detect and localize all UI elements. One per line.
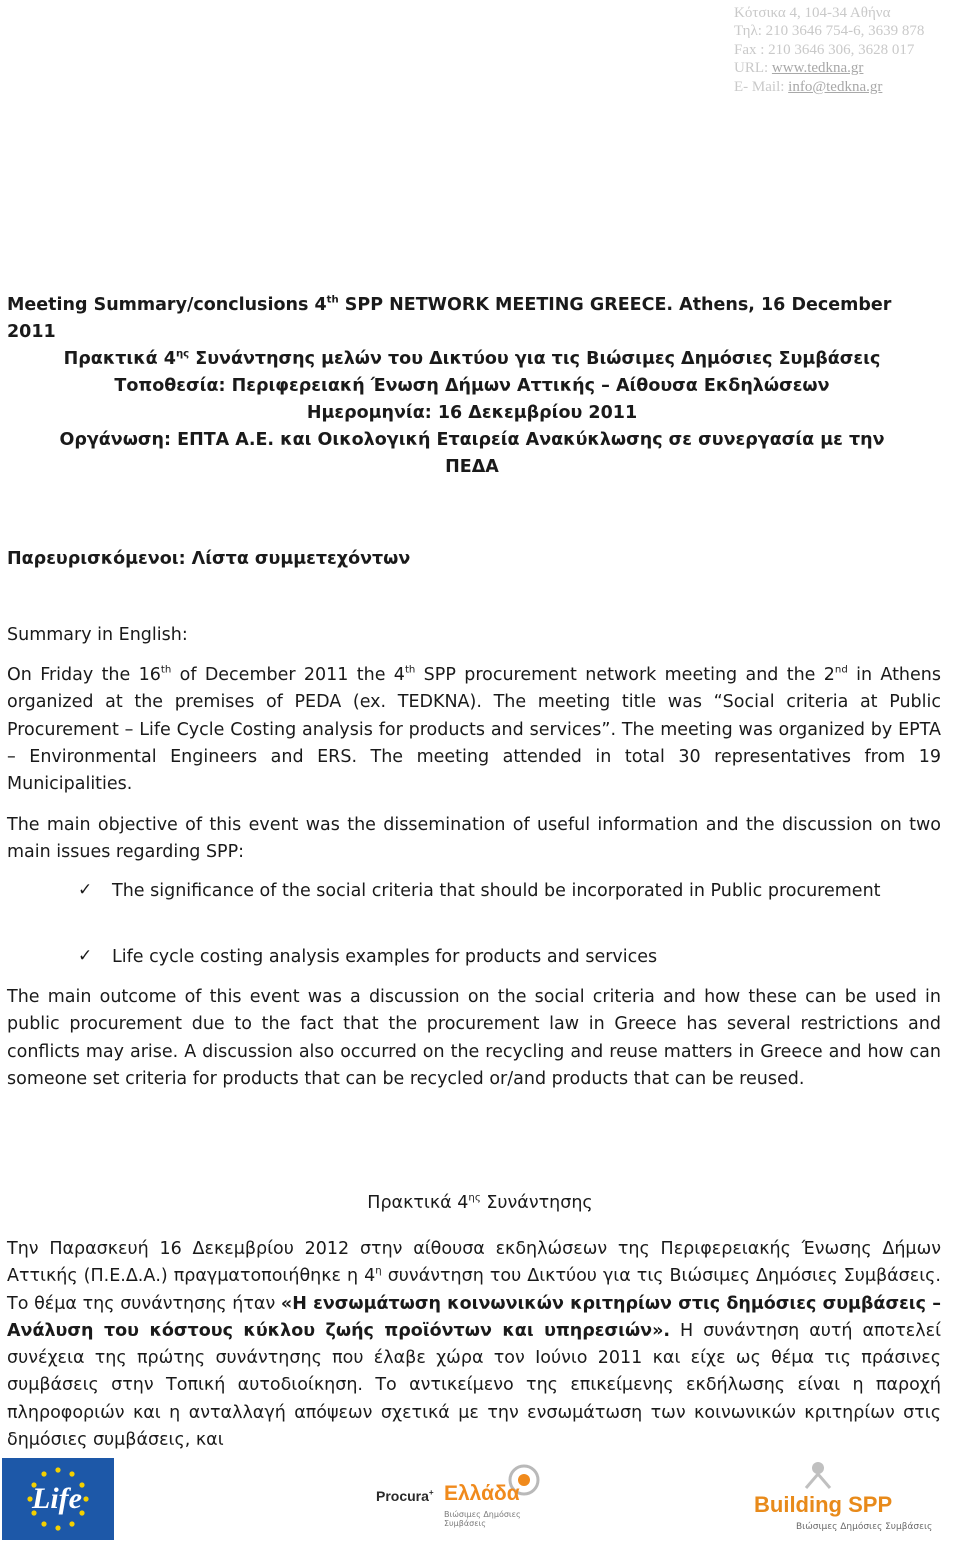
greek-paragraph-text: συνάντηση του Δικτύου για τις Βιώσιμες Δημόσιες Συμβάσεις. Το θέμα της συνάντησης ήταν <box>7 1266 941 1314</box>
english-title <box>7 292 937 346</box>
summary-text: SPP procurement network meeting and the 2 <box>415 665 835 685</box>
contact-email-link[interactable]: info@tedkna.gr <box>788 78 883 95</box>
greek-section-title <box>0 1190 960 1217</box>
building-spp-subtitle: Βιώσιμες Δημόσιες Συμβάσεις <box>796 1522 933 1532</box>
life-logo <box>2 1458 114 1540</box>
procura-subtitle: Βιώσιμες Δημόσιες Συμβάσεις <box>444 1510 521 1528</box>
greek-section-title-part: Συνάντησης <box>480 1193 593 1213</box>
outcome-paragraph: The main outcome of this event was a discussion on the social criteria and how these can be used in public procurement due to the fact that the procurement law in Greece has several restrictions and conflicts may arise. A discussion also occurred on the recycling and reuse matters in Greece and how can someone set criteria for products that can be recycled or/and products that can be reused. <box>7 987 941 1089</box>
organizer-line-2: ΠΕΔΑ <box>445 457 499 477</box>
check-icon: ✓ <box>78 880 93 900</box>
contact-address: Κότσικα 4, 104-34 Αθήνα <box>734 5 891 21</box>
summary-text: of December 2011 the 4 <box>171 665 405 685</box>
summary-text: On Friday the 16 <box>7 665 161 685</box>
greek-title <box>7 346 937 373</box>
attendees-line: Παρευρισκόμενοι: Λίστα συμμετεχόντων <box>7 549 411 569</box>
greek-paragraph-text: Η συνάντηση αυτή αποτελεί συνέχεια της πρώτης συνάντησης που έλαβε χώρα τον Ιούνιο 2011 και είχε ως θέμα τις πράσινες συμβάσεις στην Τοπική αυτοδιοίκηση. Το αντικείμενο της επικείμενης εκδήλωσης είναι η παροχή πληροφοριών και η ανταλλαγή απόψεων σχετικά με την ενσωμάτωση των κοινωνικών κριτηρίων στις δημόσιες συμβάσεις, και <box>7 1320 941 1451</box>
location-line: Τοποθεσία: Περιφερειακή Ένωση Δήμων Αττικής – Αίθουσα Εκδηλώσεων <box>114 376 830 396</box>
greek-paragraph-superscript: η <box>375 1265 382 1277</box>
greek-title-part: Πρακτικά 4 <box>63 349 176 369</box>
greek-paragraph-bold-text: «Η ενσωμάτωση κοινωνικών κριτηρίων στις δημόσιες συμβάσεις – Ανάλυση του κόστους κύκλου ζωής προϊόντων και υπηρεσιών». <box>7 1293 941 1341</box>
contact-url-link[interactable]: www.tedkna.gr <box>771 60 864 77</box>
date-line: Ημερομηνία: 16 Δεκεμβρίου 2011 <box>306 403 638 423</box>
bullet-item: Life cycle costing analysis examples for products and services <box>112 947 658 967</box>
summary-text: in Athens organized at the premises of PEDA (ex. TEDKNA). The meeting title was “Social criteria at Public Procurement – Life Cycle Costing analysis for products and services”. The meeting was organized by EPTA – Environmental Engineers and ERS. The meeting attended in total 30 representatives from 19 Municipalities. <box>7 665 941 795</box>
summary-superscript: nd <box>834 664 848 676</box>
organizer-line: Οργάνωση: ΕΠΤΑ Α.Ε. και Οικολογική Εταιρεία Ανακύκλωσης σε συνεργασία με την <box>59 430 885 450</box>
document-heading <box>7 292 937 481</box>
footer-logos <box>0 1456 960 1542</box>
summary-superscript: th <box>160 664 172 676</box>
procura-logo <box>376 1466 556 1538</box>
greek-title-part: Συνάντησης μελών του Δικτύου για τις Βιώσιμες Δημόσιες Συμβάσεις <box>189 349 881 369</box>
greek-paragraph <box>7 1236 941 1454</box>
check-icon: ✓ <box>78 946 93 966</box>
contact-fax: Fax : 210 3646 306, 3628 017 <box>734 41 915 58</box>
bullet-item: The significance of the social criteria that should be incorporated in Public procurement <box>112 881 881 901</box>
procura-plus: + <box>428 1487 434 1497</box>
english-title-part: Meeting Summary/conclusions 4 <box>7 295 327 315</box>
greek-paragraph-text: Την Παρασκευή 16 Δεκεμβρίου 2012 στην αίθουσα εκδηλώσεων της Περιφερειακής Ένωσης Δήμων Αττικής (Π.Ε.Δ.Α.) πραγματοποιήθηκε η 4 <box>7 1239 941 1287</box>
contact-block <box>734 4 960 96</box>
greek-section-title-part: Πρακτικά 4 <box>367 1193 469 1213</box>
procura-greece-text: Ελλάδα <box>444 1482 520 1505</box>
building-spp-figure-icon <box>788 1460 848 1490</box>
contact-email-label: E- Mail: <box>734 78 789 95</box>
procura-wordmark <box>376 1488 434 1504</box>
life-logo-text: Life <box>32 1482 82 1515</box>
greek-title-superscript: ης <box>175 348 190 360</box>
contact-phone: Τηλ: 210 3646 754-6, 3639 878 <box>734 23 925 40</box>
summary-label: Summary in English: <box>7 625 188 645</box>
procura-text: Procura <box>376 1488 429 1504</box>
contact-url-label: URL: <box>734 60 772 77</box>
english-title-part: SPP NETWORK MEETING GREECE. Athens, 16 December 2011 <box>7 295 892 342</box>
contact-url-line <box>734 59 960 77</box>
english-title-superscript: th <box>326 294 339 306</box>
summary-paragraph <box>7 662 941 798</box>
contact-email-line <box>734 78 960 96</box>
objective-paragraph: The main objective of this event was the dissemination of useful information and the discussion on two main issues regarding SPP: <box>7 815 941 863</box>
greek-section-title-superscript: ης <box>468 1192 481 1204</box>
summary-superscript: th <box>404 664 416 676</box>
building-spp-text: Building SPP <box>754 1492 893 1517</box>
building-spp-logo <box>744 1470 954 1538</box>
